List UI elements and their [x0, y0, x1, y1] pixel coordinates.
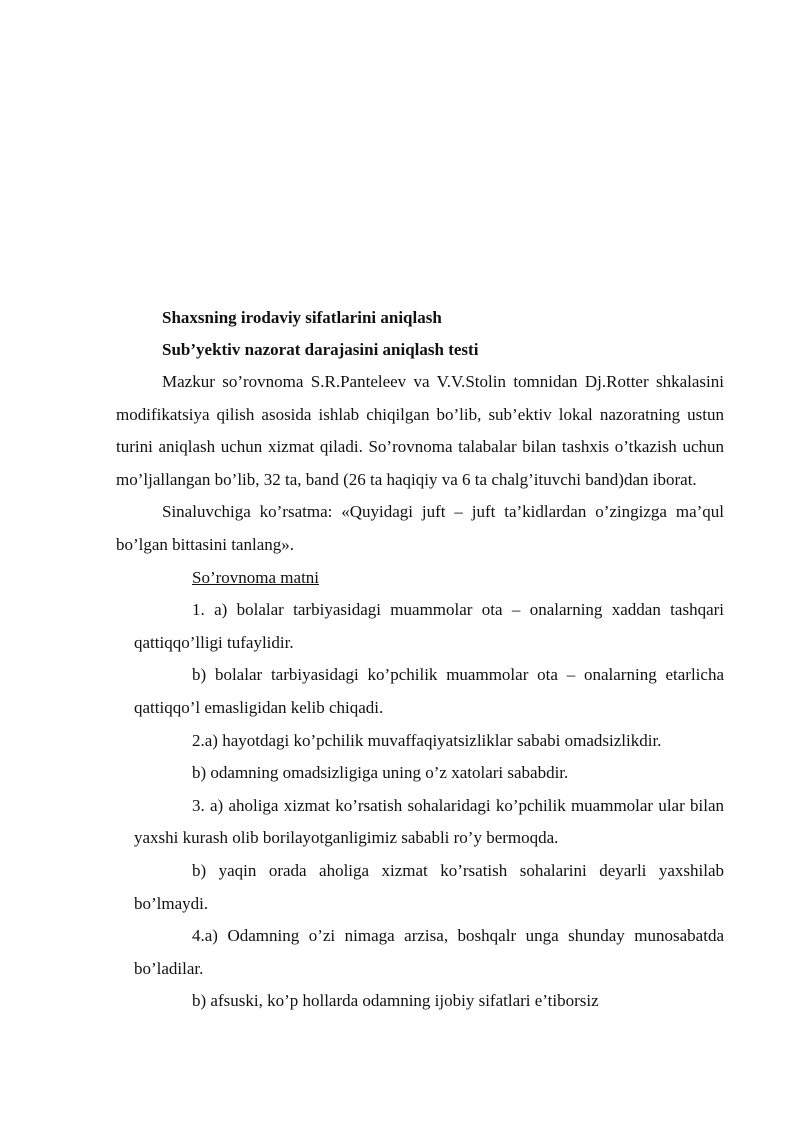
section-title-sorovnoma-matni: So’rovnoma matni: [192, 567, 320, 587]
question-item: b) afsuski, ko’p hollarda odamning ijobiy sifatlari e’tiborsiz: [192, 991, 599, 1011]
question-item: b) bolalar tarbiyasidagi ko’pchilik muammolar ota – onalarning etarlicha qattiqqo’l emasligidan kelib chiqadi.: [134, 665, 724, 717]
question-item: 4.a) Odamning o’zi nimaga arzisa, boshqalr unga shunday munosabatda bo’ladilar.: [134, 926, 724, 978]
question-item: b) odamning omadsizligiga uning o’z xatolari sababdir.: [192, 763, 569, 783]
document-body: [116, 302, 724, 1018]
instruction-paragraph: Sinaluvchiga ko’rsatma: «Quyidagi juft – juft ta’kidlardan o’zingizga ma’qul bo’lgan bittasini tanlang».: [116, 502, 724, 554]
question-item: 1. a) bolalar tarbiyasidagi muammolar ota – onalarning xaddan tashqari qattiqqo’lligi tufaylidir.: [134, 600, 724, 652]
question-item: b) yaqin orada aholiga xizmat ko’rsatish sohalarini deyarli yaxshilab bo’lmaydi.: [134, 860, 724, 913]
title-irodaviy-sifatlar: Shaxsning irodaviy sifatlarini aniqlash: [162, 308, 442, 327]
title-nazorat-testi: Sub’yektiv nazorat darajasini aniqlash testi: [162, 340, 479, 359]
intro-paragraph: Mazkur so’rovnoma S.R.Panteleev va V.V.Stolin tomnidan Dj.Rotter shkalasini modifikatsiya qilish asosida ishlab chiqilgan bo’lib, sub’ektiv lokal nazoratning ustun turini aniqlash uchun xizmat qiladi. So’rovnoma talabalar bilan tashxis o’tkazish uchun mo’ljallangan bo’lib, 32 ta, band (26 ta haqiqiy va 6 ta chalg’ituvchi band)dan iborat.: [116, 372, 724, 489]
question-item: 3. a) aholiga xizmat ko’rsatish sohalaridagi ko’pchilik muammolar ular bilan yaxshi kurash olib borilayotganligimiz sababli ro’y bermoqda.: [134, 795, 724, 848]
question-item: 2.a) hayotdagi ko’pchilik muvaffaqiyatsizliklar sababi omadsizlikdir.: [192, 730, 662, 750]
